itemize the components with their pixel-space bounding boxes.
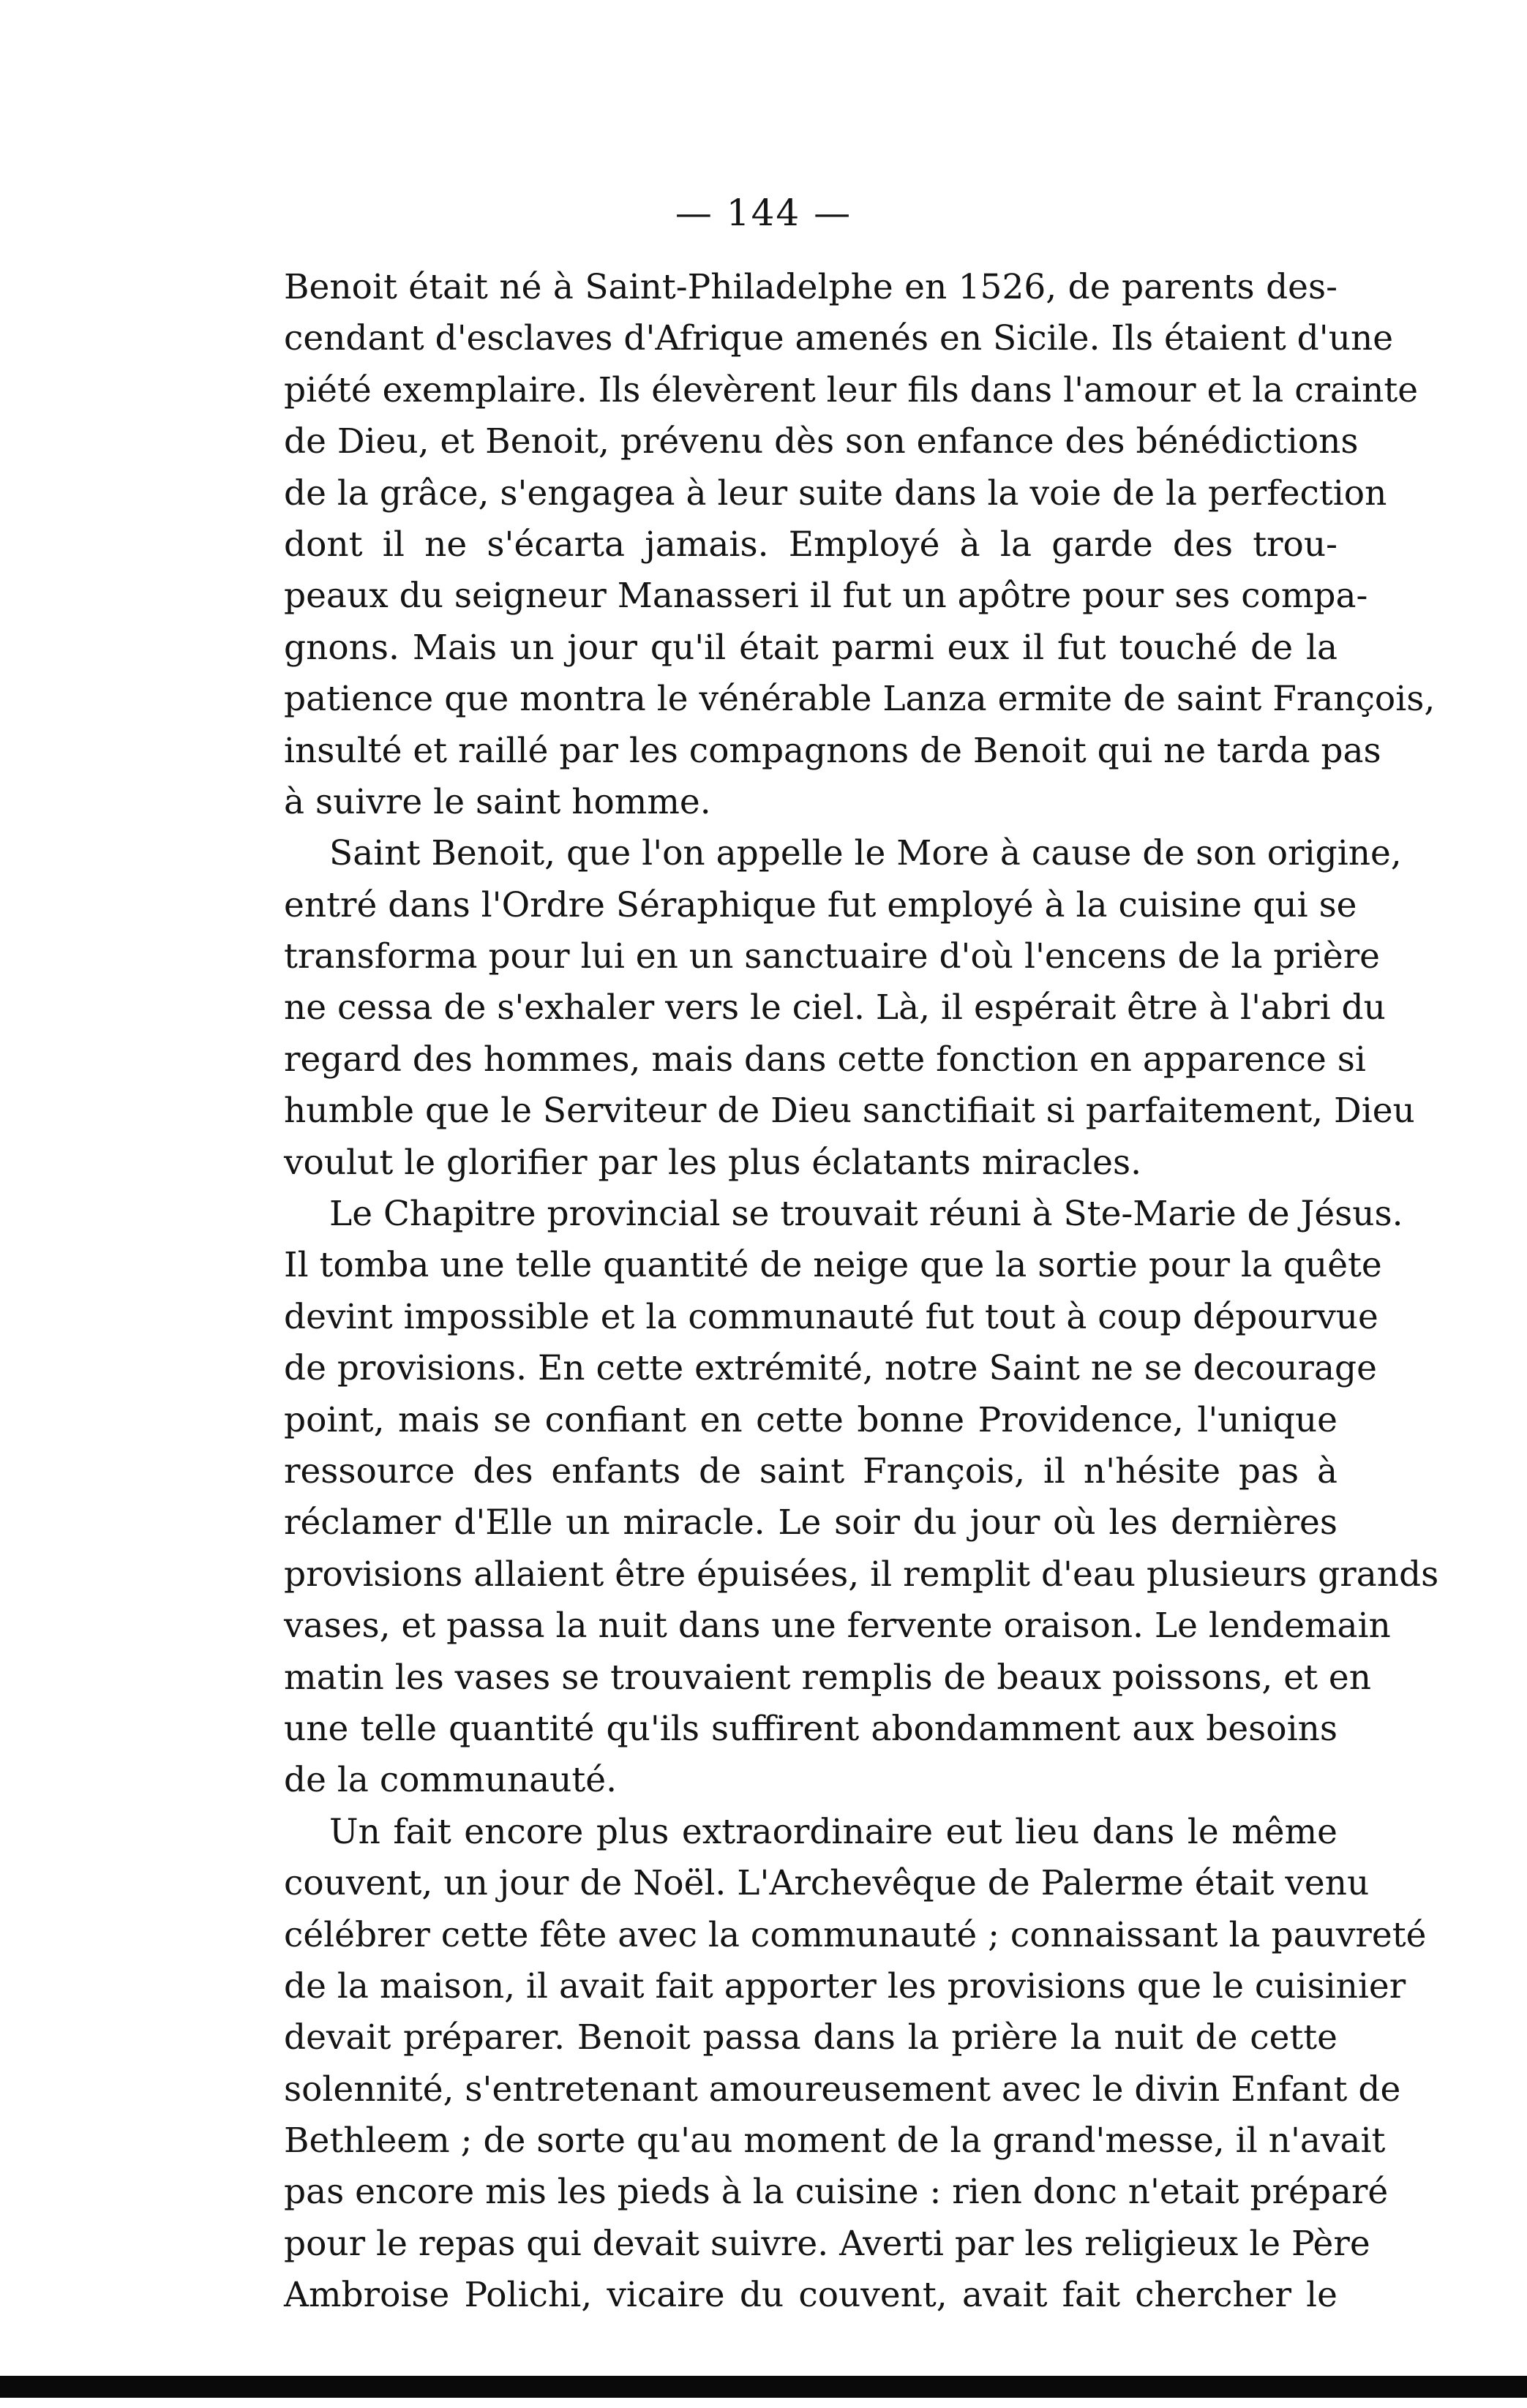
text-line: vases, et passa la nuit dans une fervente oraison. Le lendemain <box>284 1606 1391 1647</box>
text-line: réclamer d'Elle un miracle. Le soir du jour où les dernières <box>284 1502 1337 1543</box>
text-line: Bethleem ; de sorte qu'au moment de la grand'messe, il n'avait <box>284 2121 1386 2161</box>
text-line: cendant d'esclaves d'Afrique amenés en Sicile. Ils étaient d'une <box>284 318 1394 359</box>
text-line: Benoit était né à Saint-Philadelphe en 1526, de parents des- <box>284 267 1337 307</box>
text-line: solennité, s'entretenant amoureusement avec le divin Enfant de <box>284 2069 1401 2110</box>
text-line: transforma pour lui en un sanctuaire d'où l'encens de la prière <box>284 936 1380 977</box>
text-line: Le Chapitre provincial se trouvait réuni à Ste-Marie de Jésus. <box>329 1194 1403 1235</box>
text-line: gnons. Mais un jour qu'il était parmi eux il fut touché de la <box>284 627 1337 668</box>
text-line: de Dieu, et Benoit, prévenu dès son enfance des bénédictions <box>284 421 1359 462</box>
text-line: matin les vases se trouvaient remplis de beaux poissons, et en <box>284 1657 1371 1698</box>
text-line: humble que le Serviteur de Dieu sanctifiait si parfaitement, Dieu <box>284 1091 1415 1132</box>
text-line: dont il ne s'écarta jamais. Employé à la garde des trou- <box>284 524 1337 565</box>
text-line: Ambroise Polichi, vicaire du couvent, avait fait chercher le <box>284 2275 1337 2316</box>
text-line: devait préparer. Benoit passa dans la prière la nuit de cette <box>284 2017 1337 2058</box>
text-line: de la grâce, s'engagea à leur suite dans la voie de la perfection <box>284 473 1387 513</box>
text-line: pas encore mis les pieds à la cuisine : rien donc n'etait préparé <box>284 2172 1389 2213</box>
page-number: — 144 — <box>675 192 852 234</box>
text-line: couvent, un jour de Noël. L'Archevêque de Palerme était venu <box>284 1863 1370 1904</box>
text-line: de provisions. En cette extrémité, notre Saint ne se decourage <box>284 1348 1377 1389</box>
text-line: pour le repas qui devait suivre. Averti par les religieux le Père <box>284 2223 1370 2264</box>
text-line: regard des hommes, mais dans cette fonction en apparence si <box>284 1039 1366 1080</box>
text-line: voulut le glorifier par les plus éclatants miracles. <box>284 1142 1142 1183</box>
text-line: entré dans l'Ordre Séraphique fut employé à la cuisine qui se <box>284 884 1357 925</box>
text-line: devint impossible et la communauté fut tout à coup dépourvue <box>284 1296 1378 1337</box>
text-line: célébrer cette fête avec la communauté ; connaissant la pauvreté <box>284 1914 1427 1955</box>
body-text <box>284 262 1439 2322</box>
text-line: de la maison, il avait fait apporter les provisions que le cuisinier <box>284 1965 1406 2006</box>
text-line: Il tomba une telle quantité de neige que la sortie pour la quête <box>284 1245 1382 1286</box>
bottom-scan-border <box>0 2376 1527 2398</box>
text-line: ressource des enfants de saint François, il n'hésite pas à <box>284 1451 1337 1491</box>
text-line: Un fait encore plus extraordinaire eut lieu dans le même <box>329 1811 1337 1852</box>
text-line: point, mais se confiant en cette bonne Providence, l'unique <box>284 1399 1337 1440</box>
text-line: de la communauté. <box>284 1760 618 1801</box>
text-line: Saint Benoit, que l'on appelle le More à cause de son origine, <box>329 833 1402 874</box>
text-line: piété exemplaire. Ils élevèrent leur fils dans l'amour et la crainte <box>284 369 1419 410</box>
text-line: peaux du seigneur Manasseri il fut un apôtre pour ses compa- <box>284 576 1368 617</box>
text-line: ne cessa de s'exhaler vers le ciel. Là, il espérait être à l'abri du <box>284 987 1386 1028</box>
text-line: à suivre le saint homme. <box>284 781 711 822</box>
text-line: provisions allaient être épuisées, il remplit d'eau plusieurs grands <box>284 1554 1439 1595</box>
text-line: une telle quantité qu'ils suffirent abondamment aux besoins <box>284 1708 1337 1749</box>
text-line: patience que montra le vénérable Lanza ermite de saint François, <box>284 679 1436 720</box>
text-line: insulté et raillé par les compagnons de Benoit qui ne tarda pas <box>284 730 1381 771</box>
